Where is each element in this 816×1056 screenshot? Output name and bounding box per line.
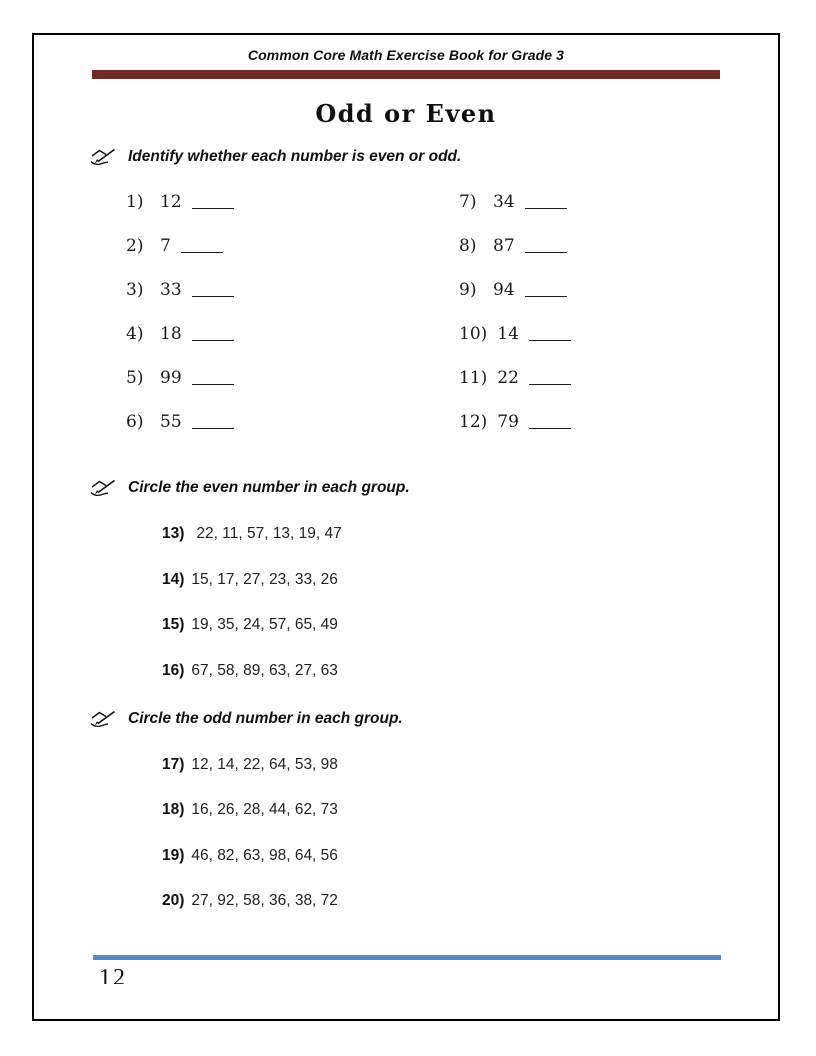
question-label: 3) <box>126 280 144 300</box>
question-value: 87 <box>493 236 515 256</box>
question-label: 10) <box>459 324 488 344</box>
section-3-items <box>162 756 778 911</box>
answer-blank <box>181 250 223 253</box>
question-label: 20) <box>162 892 185 909</box>
group-item <box>162 801 778 819</box>
question-value: 94 <box>493 280 515 300</box>
page-border <box>32 33 780 1021</box>
question-item <box>459 412 778 456</box>
group-item <box>162 616 778 634</box>
question-item <box>459 368 778 412</box>
question-label: 19) <box>162 846 185 864</box>
group-item <box>162 525 778 543</box>
answer-blank <box>192 426 234 429</box>
number-group: 46, 82, 63, 98, 64, 56 <box>191 846 338 864</box>
question-label: 7) <box>459 192 477 212</box>
number-group: 19, 35, 24, 57, 65, 49 <box>191 616 338 633</box>
question-value: 99 <box>160 368 182 388</box>
question-item <box>126 192 459 236</box>
question-label: 6) <box>126 412 144 432</box>
answer-blank <box>525 294 567 297</box>
question-label: 14) <box>162 570 185 588</box>
question-item <box>126 368 459 412</box>
writing-hand-icon <box>89 710 117 730</box>
question-item <box>459 324 778 368</box>
number-group: 67, 58, 89, 63, 27, 63 <box>191 661 338 679</box>
page-number: 12 <box>99 965 127 984</box>
question-item <box>459 236 778 280</box>
section-2-instruction: Circle the even number in each group. <box>128 479 410 496</box>
question-item <box>126 324 459 368</box>
question-label: 11) <box>459 368 488 388</box>
group-item <box>162 892 778 910</box>
question-item <box>459 280 778 324</box>
section-1-instruction: Identify whether each number is even or odd. <box>128 148 462 165</box>
number-group: 15, 17, 27, 23, 33, 26 <box>191 570 338 588</box>
section-1-header <box>89 147 748 168</box>
answer-blank <box>525 250 567 253</box>
group-item <box>162 662 778 680</box>
question-value: 34 <box>493 192 515 212</box>
question-item <box>459 192 778 236</box>
question-item <box>126 280 459 324</box>
question-value: 14 <box>497 324 519 344</box>
section-1-items <box>126 192 778 456</box>
number-group: 16, 26, 28, 44, 62, 73 <box>191 801 338 818</box>
question-label: 18) <box>162 801 185 818</box>
worksheet-title: Odd or Even <box>315 99 497 128</box>
writing-hand-icon <box>89 479 117 499</box>
question-label: 15) <box>162 616 185 633</box>
book-title: Common Core Math Exercise Book for Grade 3 <box>247 47 565 63</box>
question-value: 18 <box>160 324 182 344</box>
answer-blank <box>192 294 234 297</box>
answer-blank <box>529 338 571 341</box>
section-3-instruction: Circle the odd number in each group. <box>128 709 403 727</box>
group-item <box>162 571 778 589</box>
number-group: 27, 92, 58, 36, 38, 72 <box>191 892 338 909</box>
number-group: 22, 11, 57, 13, 19, 47 <box>196 525 342 542</box>
answer-blank <box>192 382 234 385</box>
group-item <box>162 756 778 774</box>
question-label: 13) <box>162 525 185 542</box>
answer-blank <box>529 382 571 385</box>
question-value: 7 <box>160 236 171 256</box>
section-3-header <box>89 709 748 730</box>
number-group: 12, 14, 22, 64, 53, 98 <box>191 755 338 773</box>
question-label: 2) <box>126 236 144 256</box>
answer-blank <box>192 338 234 341</box>
answer-blank <box>529 426 571 429</box>
question-label: 16) <box>162 661 185 679</box>
section-2-header <box>89 478 748 499</box>
answer-blank <box>525 206 567 209</box>
question-value: 22 <box>497 368 519 388</box>
question-label: 9) <box>459 280 477 300</box>
question-label: 8) <box>459 236 477 256</box>
question-value: 79 <box>497 412 519 432</box>
question-label: 17) <box>162 755 185 773</box>
question-label: 1) <box>126 192 144 212</box>
question-value: 55 <box>160 412 182 432</box>
header-rule <box>92 70 720 79</box>
writing-hand-icon <box>89 148 117 168</box>
question-item <box>126 412 459 456</box>
question-label: 12) <box>459 412 488 432</box>
question-value: 33 <box>160 280 182 300</box>
question-item <box>126 236 459 280</box>
question-label: 5) <box>126 368 144 388</box>
footer-rule <box>93 955 721 960</box>
answer-blank <box>192 206 234 209</box>
section-2-items <box>162 525 778 680</box>
question-label: 4) <box>126 324 144 344</box>
group-item <box>162 847 778 865</box>
question-value: 12 <box>160 192 182 212</box>
